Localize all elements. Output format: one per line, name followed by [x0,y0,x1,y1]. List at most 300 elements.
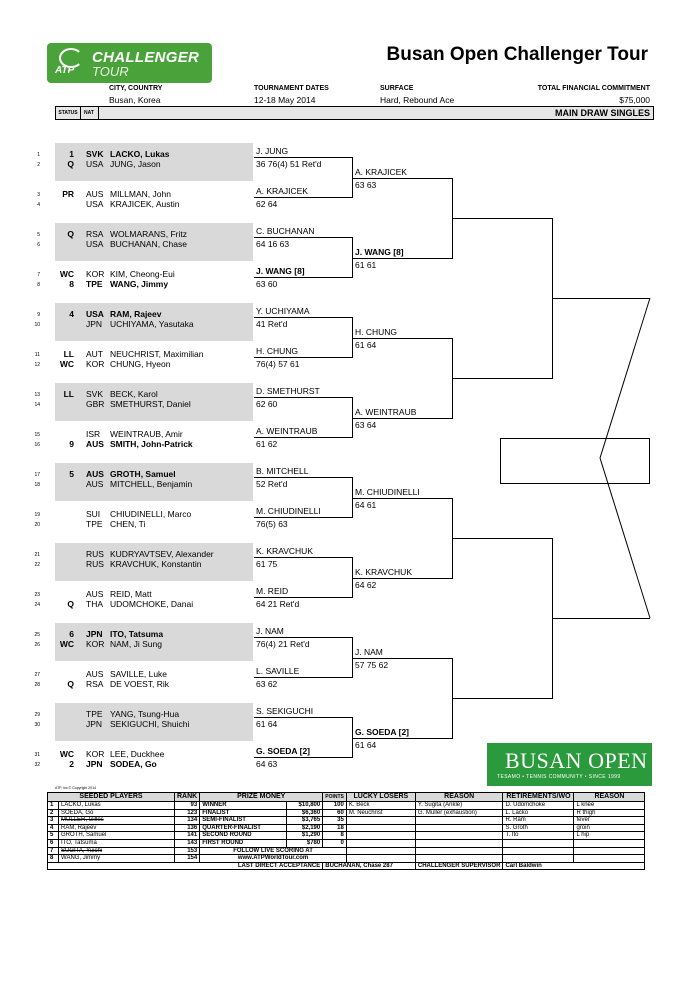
draw-position: 20 [34,522,40,528]
prize-points: 18 [323,824,347,832]
follow-text: FOLLOW LIVE SCORING AT [200,847,347,855]
final-line [600,298,650,458]
player-name: WEINTRAUB, Amir [110,429,183,439]
player-name: NEUCHRIST, Maximilian [110,349,204,359]
money-value: $75,000 [619,95,650,105]
lucky-loser: M. Neuchrist [346,809,415,817]
player-status: WC [59,639,74,649]
player-name: MITCHELL, Benjamin [110,479,193,489]
player-nat: KOR [86,639,105,649]
r2-winner: B. MITCHELL [256,466,309,476]
r2-winner: A. WEINTRAUB [256,426,318,436]
player-status: WC [59,359,74,369]
player-nat: ISR [86,429,101,439]
draw-position: 7 [37,272,40,278]
prize-points: 60 [323,809,347,817]
player-name: NAM, Ji Sung [110,639,162,649]
r3-score: 64 62 [355,580,377,590]
r2-score: 64 16 63 [256,239,290,249]
prize-amount: $6,360 [286,809,322,817]
retirement-reason: R thigh [574,809,645,817]
player-name: SAVILLE, Luke [110,669,168,679]
r3-winner: K. KRAVCHUK [355,567,412,577]
reason2-header: REASON [574,793,645,802]
r2-winner: H. CHUNG [256,346,299,356]
seed-rank: 143 [175,839,200,847]
bracket-line [254,157,352,158]
r2-score: 61 75 [256,559,278,569]
seed-name: WANG, Jimmy [59,855,175,863]
draw-position: 19 [34,512,40,518]
busan-open-logo [487,743,652,786]
draw-position: 1 [37,152,40,158]
player-nat: RSA [86,229,104,239]
seed-name: RAM, Rajeev [59,824,175,832]
seed-rank: 153 [175,847,200,855]
player-name: LEE, Duckhee [110,749,165,759]
r2-score: 61 62 [256,439,278,449]
seed-number: 8 [48,855,59,863]
player-status: LL [63,389,74,399]
player-nat: AUS [86,669,104,679]
supervisor-label: CHALLENGER SUPERVISOR [415,862,503,870]
r2-score: 36 76(4) 51 Ret'd [256,159,322,169]
bracket-line [352,578,452,579]
logo-tour: TOUR [92,64,129,79]
dates-value: 12-18 May 2014 [254,95,316,105]
player-name: GROTH, Samuel [110,469,176,479]
bracket-line [254,717,352,718]
table-row [48,855,645,863]
r2-winner: S. SEKIGUCHI [256,706,314,716]
player-name: SMITH, John-Patrick [110,439,193,449]
lucky-reason [415,817,503,825]
draw-position: 9 [37,312,40,318]
surface-label: SURFACE [380,85,414,92]
retirement: R. Ram [503,817,574,825]
player-nat: JPN [86,319,103,329]
logo-atp: ATP [55,65,75,76]
status-column: STATUS [56,107,81,119]
lucky-reason [415,847,503,855]
draw-position: 12 [34,362,40,368]
table-row [48,817,645,825]
qf-line [452,698,552,699]
player-name: SODEA, Go [110,759,157,769]
r3-winner: J. NAM [355,647,383,657]
seed-name: SOEDA, Go [59,809,175,817]
seeded-header: SEEDED PLAYERS [48,793,175,802]
lucky-reason: G. Muller (exhaustion) [415,809,503,817]
reason-header: REASON [415,793,503,802]
lucky-reason [415,832,503,840]
r2-score: 52 Ret'd [256,479,288,489]
r3-winner: A. KRAJICEK [355,167,407,177]
seed-rank: 154 [175,855,200,863]
player-status: WC [59,749,74,759]
bracket-line [352,418,452,419]
r2-score: 62 60 [256,399,278,409]
player-nat: SVK [86,149,104,159]
player-name: KUDRYAVTSEV, Alexander [110,549,214,559]
player-nat: JPN [86,719,103,729]
lucky-reason: Y. Sugita (Ankle) [415,802,503,810]
seed-name: ITO, Tatsuma [59,839,175,847]
player-nat: AUS [86,589,104,599]
draw-position: 15 [34,432,40,438]
site-text: www.ATPWorldTour.com [200,855,347,863]
player-status: Q [67,159,74,169]
retirements-header: RETIREMENTS/WO [503,793,574,802]
bracket-line [254,357,352,358]
bracket-line [254,637,352,638]
busan-tagline: TESAMO • TENNIS COMMUNITY • SINCE 1999 [497,774,621,780]
table-row [48,832,645,840]
player-name: SMETHURST, Daniel [110,399,191,409]
r2-score: 63 62 [256,679,278,689]
player-nat: SUI [86,509,101,519]
draw-position: 10 [34,322,40,328]
bracket-line [352,178,452,179]
prize-round: QUARTER-FINALIST [200,824,287,832]
retirement-reason: fever [574,817,645,825]
retirement [503,847,574,855]
prize-header: PRIZE MONEY [200,793,323,802]
seed-number: 5 [48,832,59,840]
points-header: POINTS [323,793,347,802]
prize-points: 100 [323,802,347,810]
r3-winner: A. WEINTRAUB [355,407,417,417]
draw-position: 27 [34,672,40,678]
lucky-loser: K. Beck [346,802,415,810]
player-status: Q [67,679,74,689]
draw-position: 2 [37,162,40,168]
r3-winner: G. SOEDA [2] [355,727,409,737]
prize-amount: $2,190 [286,824,322,832]
r2-score: 76(4) 57 61 [256,359,300,369]
prize-round: FINALIST [200,809,287,817]
bracket-line [254,677,352,678]
retirement-reason: L hip [574,832,645,840]
prize-amount: $780 [286,839,322,847]
lda-value: BUCHANAN, Chase 287 [323,862,416,870]
sf-line [552,618,650,619]
bracket-line [254,277,352,278]
player-status: 6 [69,629,74,639]
player-name: RAM, Rajeev [110,309,162,319]
draw-position: 5 [37,232,40,238]
info-table [47,792,645,870]
seed-rank: 123 [175,809,200,817]
player-name: ITO, Tatsuma [110,629,164,639]
r2-winner: A. KRAJICEK [256,186,308,196]
bracket-line [254,437,352,438]
qf-line [452,218,552,219]
player-nat: RUS [86,549,104,559]
prize-amount: $10,800 [286,802,322,810]
r2-score: 76(5) 63 [256,519,288,529]
player-nat: JPN [86,629,103,639]
player-status: LL [63,349,74,359]
r2-winner: G. SOEDA [2] [256,746,310,756]
r3-score: 61 64 [355,340,377,350]
bracket-line [352,258,452,259]
seed-rank: 93 [175,802,200,810]
bracket-line [254,197,352,198]
r3-score: 63 63 [355,180,377,190]
r2-winner: D. SMETHURST [256,386,320,396]
draw-position: 3 [37,192,40,198]
player-name: BUCHANAN, Chase [110,239,187,249]
retirement-reason: L knee [574,802,645,810]
draw-position: 25 [34,632,40,638]
draw-position: 17 [34,472,40,478]
player-nat: AUT [86,349,103,359]
r3-score: 61 64 [355,740,377,750]
bracket-line [254,397,352,398]
seed-rank: 136 [175,824,200,832]
player-nat: AUS [86,439,104,449]
player-nat: USA [86,309,104,319]
dates-label: TOURNAMENT DATES [254,85,329,92]
r2-score: 61 64 [256,719,278,729]
seed-number: 6 [48,839,59,847]
r2-winner: J. NAM [256,626,284,636]
player-status: 1 [69,149,74,159]
draw-name: MAIN DRAW SINGLES [554,108,650,118]
retirement: T. Ito [503,832,574,840]
bracket-line [352,658,452,659]
player-name: BECK, Karol [110,389,158,399]
lucky-reason [415,839,503,847]
seed-name: GROTH, Samuel [59,832,175,840]
seed-name: MULLER, Gilles [59,817,175,825]
r3-score: 61 61 [355,260,377,270]
lucky-loser [346,817,415,825]
r2-score: 64 63 [256,759,278,769]
r3-winner: J. WANG [8] [355,247,404,257]
r3-score: 63 64 [355,420,377,430]
lda-label: LAST DIRECT ACCEPTANCE [48,862,323,870]
r2-score: 62 64 [256,199,278,209]
player-status: 9 [69,439,74,449]
r3-winner: M. CHIUDINELLI [355,487,420,497]
prize-amount: $1,290 [286,832,322,840]
nat-column: NAT [80,107,99,119]
retirement-reason: groin [574,824,645,832]
draw-position: 6 [37,242,40,248]
player-nat: KOR [86,269,105,279]
prize-points: 35 [323,817,347,825]
draw-position: 28 [34,682,40,688]
bracket-line [352,338,452,339]
player-status: Q [67,229,74,239]
r2-winner: C. BUCHANAN [256,226,315,236]
qf-line [452,378,552,379]
city-label: CITY, COUNTRY [109,85,163,92]
draw-position: 14 [34,402,40,408]
prize-points: 8 [323,832,347,840]
r2-score: 76(4) 21 Ret'd [256,639,310,649]
seed-rank: 141 [175,832,200,840]
retirement: L. Lacko [503,809,574,817]
seed-number: 3 [48,817,59,825]
player-status: Q [67,599,74,609]
logo-challenger: CHALLENGER [92,49,200,66]
r2-winner: Y. UCHIYAMA [256,306,310,316]
r2-score: 41 Ret'd [256,319,288,329]
retirement-reason [574,839,645,847]
draw-position: 26 [34,642,40,648]
copyright: ATP, Inc.© Copyright 2014 [55,786,96,790]
bracket-line [352,498,452,499]
seed-number: 1 [48,802,59,810]
bracket-line [352,738,452,739]
player-name: SEKIGUCHI, Shuichi [110,719,190,729]
draw-position: 31 [34,752,40,758]
retirement-reason [574,855,645,863]
player-status: 4 [69,309,74,319]
bracket-line [254,237,352,238]
bracket-line [254,317,352,318]
draw-position: 32 [34,762,40,768]
player-name: DE VOEST, Rik [110,679,170,689]
table-row [48,847,645,855]
seed-number: 2 [48,809,59,817]
retirement [503,839,574,847]
player-nat: USA [86,239,104,249]
player-nat: RUS [86,559,104,569]
r3-score: 64 61 [355,500,377,510]
player-nat: JPN [86,759,103,769]
draw-position: 29 [34,712,40,718]
r2-winner: L. SAVILLE [256,666,300,676]
player-nat: USA [86,199,104,209]
prize-round: WINNER [200,802,287,810]
player-name: CHEN, Ti [110,519,146,529]
draw-position: 18 [34,482,40,488]
player-nat: KOR [86,749,105,759]
player-nat: TPE [86,519,103,529]
r3-winner: H. CHUNG [355,327,398,337]
lucky-reason [415,855,503,863]
supervisor-value: Carl Baldwin [503,862,645,870]
player-name: KRAJICEK, Austin [110,199,180,209]
draw-position: 23 [34,592,40,598]
player-name: MILLMAN, John [110,189,171,199]
draw-position: 11 [34,352,40,358]
lucky-loser [346,847,415,855]
r2-winner: M. REID [256,586,289,596]
player-status: 8 [69,279,74,289]
money-label: TOTAL FINANCIAL COMMITMENT [537,85,650,92]
player-name: REID, Matt [110,589,152,599]
player-status: WC [59,269,74,279]
seed-number: 7 [48,847,59,855]
draw-position: 30 [34,722,40,728]
r2-score: 63 60 [256,279,278,289]
table-row [48,809,645,817]
player-name: CHIUDINELLI, Marco [110,509,192,519]
player-nat: KOR [86,359,105,369]
retirement: S. Groth [503,824,574,832]
bracket-line [254,517,352,518]
surface-value: Hard, Rebound Ace [380,95,455,105]
prize-round: FIRST ROUND [200,839,287,847]
seed-name: SUGITA, Yuichi [59,847,175,855]
rank-header: RANK [175,793,200,802]
player-name: KIM, Cheong-Eui [110,269,175,279]
r2-winner: M. CHIUDINELLI [256,506,321,516]
retirement-reason [574,847,645,855]
prize-round: SEMI-FINALIST [200,817,287,825]
prize-round: SECOND ROUND [200,832,287,840]
prize-points: 0 [323,839,347,847]
player-nat: THA [86,599,103,609]
table-row [48,802,645,810]
player-name: YANG, Tsung-Hua [110,709,180,719]
retirement [503,855,574,863]
challenger-tour-logo [47,43,212,83]
seed-number: 4 [48,824,59,832]
player-status: 5 [69,469,74,479]
player-name: KRAVCHUK, Konstantin [110,559,202,569]
player-nat: SVK [86,389,104,399]
bracket-line [254,557,352,558]
sf-line [552,298,650,299]
player-name: UCHIYAMA, Yasutaka [110,319,194,329]
draw-position: 13 [34,392,40,398]
player-name: CHUNG, Hyeon [110,359,171,369]
player-nat: RSA [86,679,104,689]
draw-position: 24 [34,602,40,608]
table-row [48,824,645,832]
lucky-loser [346,839,415,847]
table-row [48,839,645,847]
r2-winner: J. JUNG [256,146,289,156]
lucky-loser [346,832,415,840]
player-nat: GBR [86,399,105,409]
r2-winner: J. WANG [8] [256,266,305,276]
page-title: Busan Open Challenger Tour [386,44,648,65]
bracket-line [254,757,352,758]
draw-position: 8 [37,282,40,288]
draw-position: 4 [37,202,40,208]
prize-amount: $3,765 [286,817,322,825]
player-nat: USA [86,159,104,169]
champion-box [500,438,650,484]
draw-position: 16 [34,442,40,448]
lucky-header: LUCKY LOSERS [346,793,415,802]
player-name: WOLMARANS, Fritz [110,229,187,239]
seed-name: LACKO, Lukas [59,802,175,810]
player-status: PR [62,189,74,199]
bracket-line [254,597,352,598]
player-nat: AUS [86,469,104,479]
player-status: 2 [69,759,74,769]
qf-line [452,538,552,539]
player-nat: AUS [86,189,104,199]
lucky-loser [346,855,415,863]
player-nat: TPE [86,279,103,289]
draw-position: 22 [34,562,40,568]
city-value: Busan, Korea [109,95,161,105]
r2-score: 64 21 Ret'd [256,599,300,609]
lucky-loser [346,824,415,832]
seed-rank: 134 [175,817,200,825]
player-nat: TPE [86,709,103,719]
lucky-reason [415,824,503,832]
